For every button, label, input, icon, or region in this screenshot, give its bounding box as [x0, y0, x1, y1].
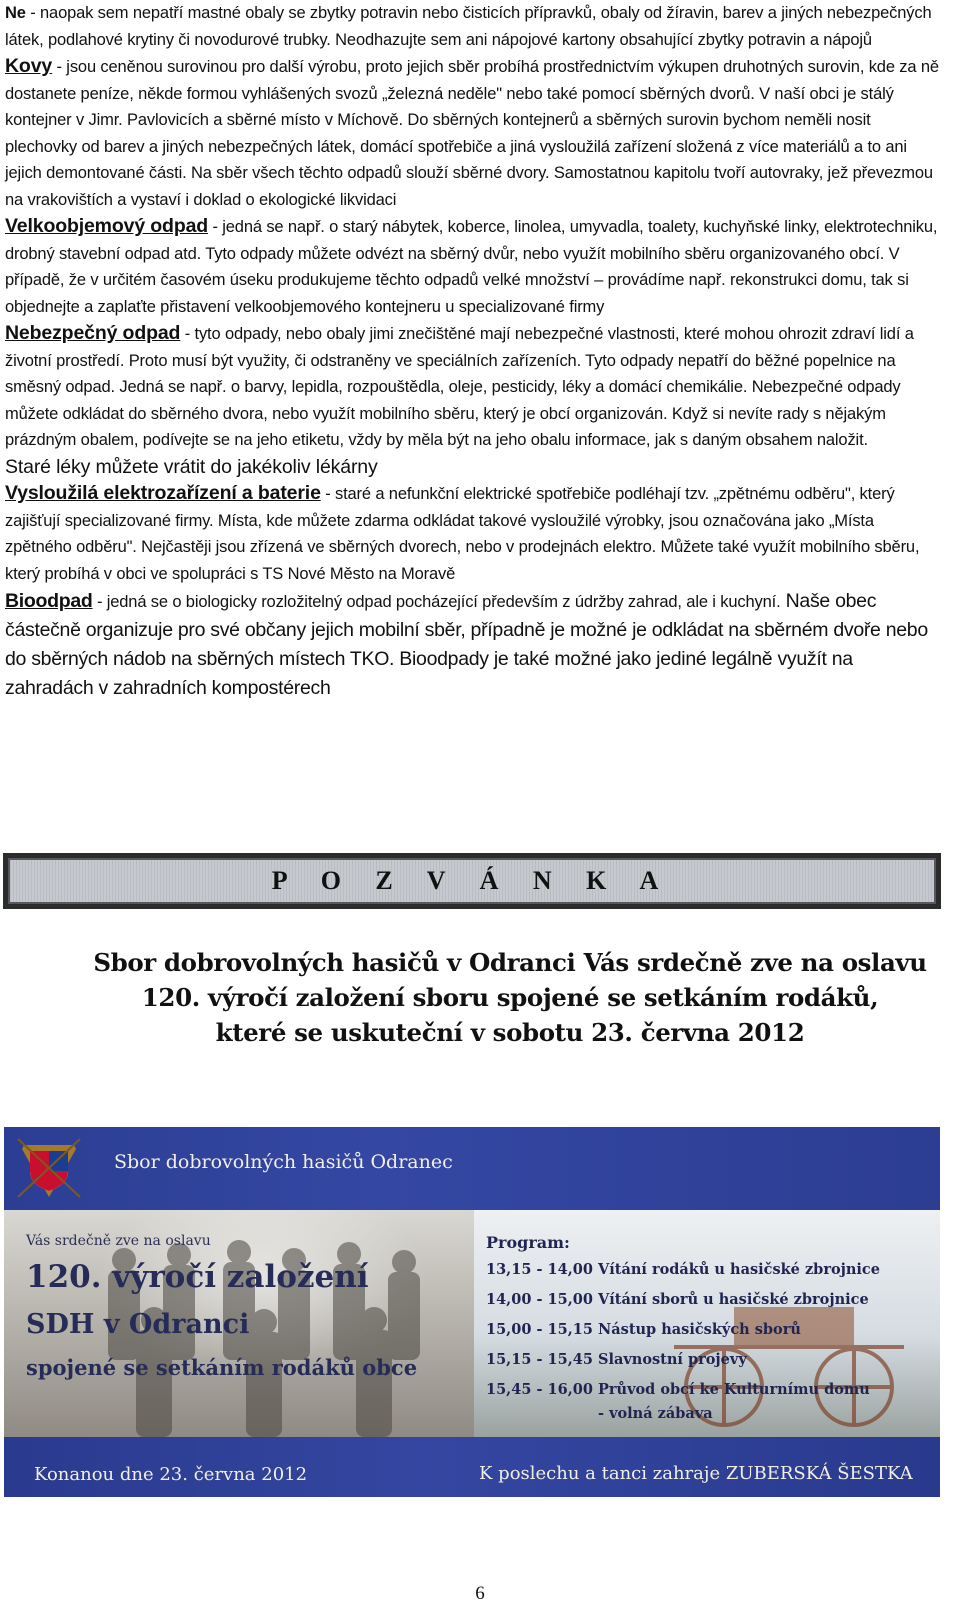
card-date: Konanou dne 23. června 2012: [34, 1464, 308, 1485]
section-elektro-heading: Vysloužilá elektrozařízení a baterie: [5, 482, 321, 504]
card-footer-band: [4, 1437, 940, 1497]
program-item: Vítání rodáků u hasičské zbrojnice: [598, 1261, 880, 1278]
program-time: 15,15 - 15,45: [486, 1351, 593, 1368]
card-subtitle: Vás srdečně zve na oslavu: [26, 1233, 211, 1249]
section-velkoobjemovy: [5, 213, 940, 320]
program-item: Slavnostní projevy: [598, 1351, 747, 1368]
card-heading-line-2: SDH v Odranci: [26, 1309, 250, 1340]
program-row: [486, 1381, 870, 1398]
program-item: Nástup hasičských sborů: [598, 1321, 801, 1338]
pozvanka-banner-title: P O Z V Á N K A: [8, 858, 936, 904]
program-item: - volná zábava: [598, 1405, 713, 1422]
card-band-text: K poslechu a tanci zahraje ZUBERSKÁ ŠESTKA: [479, 1463, 913, 1484]
section-ne-text: - naopak sem nepatří mastné obaly se zbytky potravin nebo čisticích přípravků, obaly od žíravin, barev a jiných nebezpečných látek, podlahové krytiny či novodurové trubky. Neodhazujte sem ani nápojové kartony obsahující zbytky potravin a nápojů: [5, 4, 932, 49]
section-kovy-heading: Kovy: [5, 55, 53, 77]
section-velkoobjemovy-heading: Velkoobjemový odpad: [5, 215, 209, 237]
invitation-line-1: Sbor dobrovolných hasičů v Odranci Vás srdečně zve na oslavu: [93, 948, 927, 977]
program-row: [486, 1261, 880, 1278]
historic-group-photo: [4, 1210, 474, 1437]
section-kovy: [5, 53, 940, 213]
invitation-text: [60, 945, 960, 1050]
article-text: [5, 0, 940, 703]
program-row: [486, 1351, 747, 1368]
fire-brigade-emblem-icon: [16, 1135, 82, 1201]
program-time: 15,00 - 15,15: [486, 1321, 593, 1338]
section-ne: [5, 0, 940, 53]
card-org-title: Sbor dobrovolných hasičů Odranec: [114, 1151, 453, 1173]
section-leky: Staré léky můžete vrátit do jakékoliv lékárny: [5, 455, 378, 478]
program-item: Vítání sborů u hasičské zbrojnice: [598, 1291, 869, 1308]
section-nebezpecny-text: - tyto odpady, nebo obaly jimi znečištěné mají nebezpečné vlastnosti, které mohou ohrozit zdraví lidí a životní prostředí. Proto musí být využity, či odstraněny ve speciálních zařízeních. Tyto odpady nepatří do běžné popelnice na směsný odpad. Jedná se např. o barvy, lepidla, rozpouštědla, oleje, pesticidy, léky a domácí chemikálie. Nebezpečné odpady můžete odkládat do sběrného dvora, nebo využít mobilního sběru, který je obcí organizován. Když si nevíte rady s nějakým prázdným obalem, podívejte se na jeho etiketu, vždy by měla být na jeho obalu informace, jak s daným obsahem naložit.: [5, 325, 914, 449]
section-nebezpecny: [5, 320, 940, 454]
card-header-band: [4, 1127, 940, 1210]
program-item: Průvod obcí ke Kulturnímu domu: [598, 1381, 870, 1398]
program-time: 15,45 - 16,00: [486, 1381, 593, 1398]
program-title: Program:: [486, 1233, 570, 1252]
section-bioodpad-heading: Bioodpad: [5, 590, 93, 612]
pozvanka-banner: [3, 853, 941, 909]
invitation-line-2: 120. výročí založení sboru spojené se setkáním rodáků,: [141, 983, 879, 1012]
section-ne-heading: Ne: [5, 4, 26, 22]
program-row: [486, 1405, 713, 1422]
section-nebezpecny-heading: Nebezpečný odpad: [5, 322, 181, 344]
program-row: [486, 1321, 801, 1338]
section-elektro-text: - staré a nefunkční elektrické spotřebiče podléhají tzv. „zpětnému odběru", který zajišťují specializované firmy. Místa, kde můžete zdarma odkládat takové vysloužilé výrobky, jsou označována jako „Místa zpětného odběru". Nejčastěji jsou zřízená ve sběrných dvorech, nebo v prodejnách elektro. Můžete také využít mobilního sběru, který probíhá v obci ve spolupráci s TS Nové Město na Moravě: [5, 485, 920, 583]
page-number: 6: [475, 1583, 485, 1604]
invitation-line-3: které se uskuteční v sobotu 23. června 2012: [215, 1018, 805, 1047]
section-bioodpad-text: - jedná se o biologicky rozložitelný odpad pocházející především z údržby zahrad, ale i kuchyní.: [92, 593, 781, 611]
program-time: 13,15 - 14,00: [486, 1261, 593, 1278]
invitation-card-image: [4, 1127, 940, 1497]
card-heading-line-3: spojené se setkáním rodáků obce: [26, 1355, 418, 1380]
card-heading-line-1: 120. výročí založení: [26, 1259, 369, 1295]
section-kovy-text: - jsou ceněnou surovinou pro další výrobu, proto jejich sběr probíhá prostřednictvím výkupen druhotných surovin, kde za ně dostanete peníze, někde formou vyhlášených svozů „železná neděle" nebo také pomocí sběrných dvorů. V naší obci je stálý kontejner v Jimr. Pavlovicích a sběrné místo v Míchově. Do sběrných kontejnerů a sběrných surovin bychom neměli nosit plechovky od barev a jiných nebezpečných látek, domácí spotřebiče a jiná vysloužilá zařízení složená z více materiálů a to ani jejich demontované části. Na sběr všech těchto odpadů slouží sběrné dvory. Samostatnou kapitolu tvoří autovraky, jež převezmou na vrakovištích a vystaví i doklad o ekologické likvidaci: [5, 58, 939, 209]
program-row: [486, 1291, 869, 1308]
section-velkoobjemovy-text: - jedná se např. o starý nábytek, koberce, linolea, umyvadla, toalety, kuchyňské linky, elektrotechniku, drobný stavební odpad atd. Tyto odpady můžete odvézt na sběrný dvůr, nebo využít mobilního sběru organizovaného obcí. V případě, že v určitém časovém úseku produkujeme těchto odpadů velké množství – provádíme např. rekonstrukci domu, tak si objednejte a zaplaťte přistavení velkoobjemového kontejneru u specializované firmy: [5, 218, 938, 316]
section-bioodpad-text2: Naše obec částečně organizuje pro své občany jejich mobilní sběr, případně je možné je odkládat na sběrném dvoře nebo do sběrných nádob na sběrných místech TKO. Bioodpady je také možné jako jediné legálně využít na zahradách v zahradních kompostérech: [5, 590, 928, 699]
section-bioodpad: [5, 587, 940, 703]
program-time: 14,00 - 15,00: [486, 1291, 593, 1308]
section-elektro: [5, 480, 940, 587]
